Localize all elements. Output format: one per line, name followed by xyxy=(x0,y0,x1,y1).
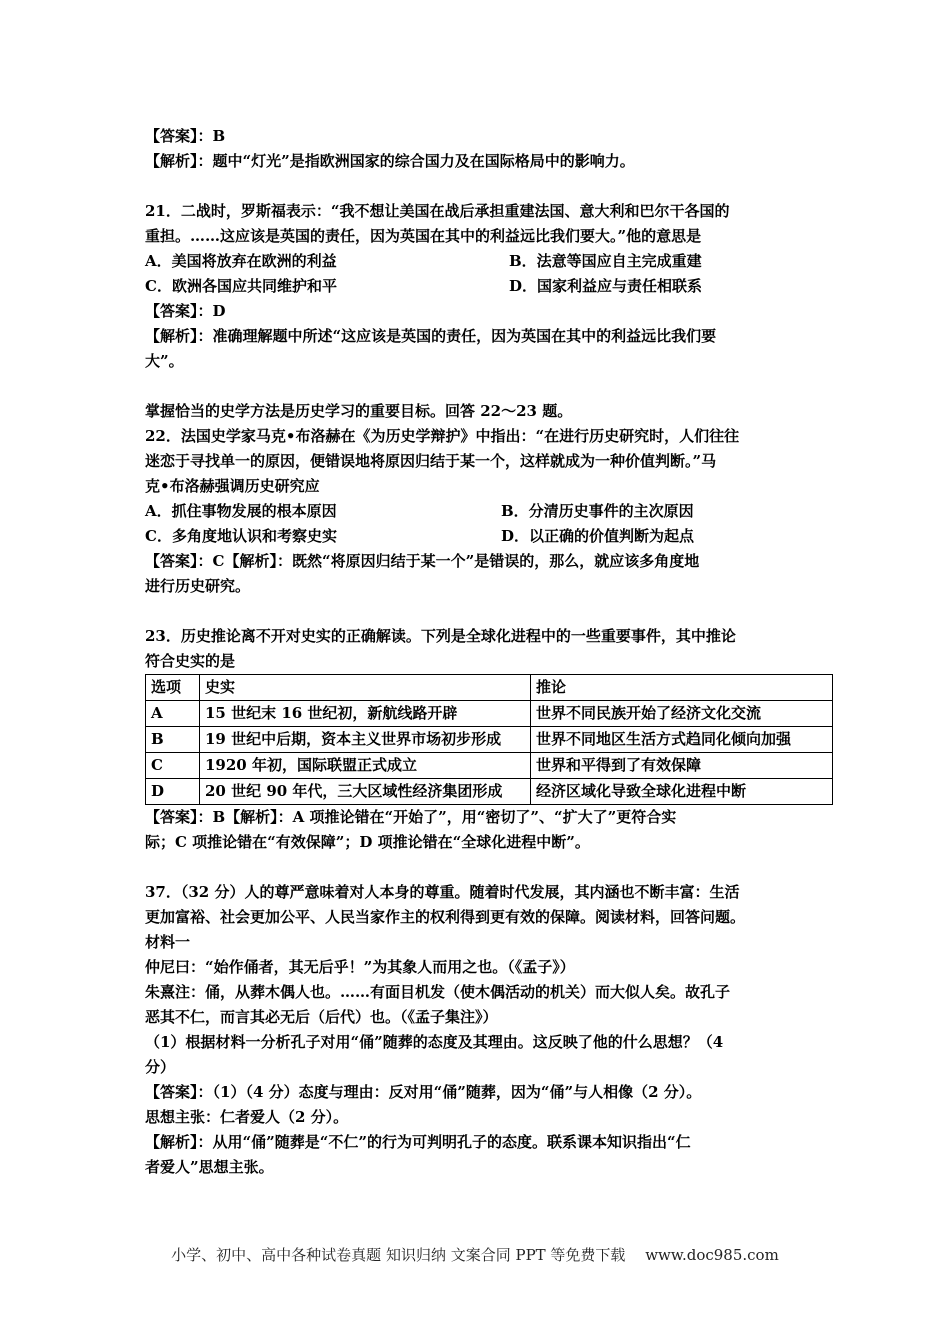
spacer xyxy=(145,174,815,199)
table-cell: 1920 年初，国际联盟正式成立 xyxy=(200,753,531,779)
q37-material-line3: 恶其不仁，而言其必无后（后代）也。（《孟子集注》） xyxy=(145,1008,498,1026)
q21-option-c: C．欧洲各国应共同维护和平 xyxy=(145,277,337,295)
q21-options-row2 xyxy=(145,274,815,299)
table-cell: B xyxy=(146,727,200,753)
q21-analysis-line1: 【解析】：准确理解题中所述“这应该是英国的责任，因为英国在其中的利益远比我们要 xyxy=(145,327,717,345)
spacer xyxy=(145,599,815,624)
q21-answer: 【答案】：D xyxy=(145,302,226,320)
q21-analysis-line2: 大”。 xyxy=(145,352,184,370)
table-cell: 世界不同民族开始了经济文化交流 xyxy=(531,701,833,727)
q37-material-line2: 朱熹注：俑，从葬木偶人也。……有面目机发（使木偶活动的机关）而大似人矣。故孔子 xyxy=(145,983,731,1001)
q22-option-d: D．以正确的价值判断为起点 xyxy=(501,527,695,545)
table-row xyxy=(146,779,833,805)
q23-answer-line2: 际；C 项推论错在“有效保障”；D 项推论错在“全球化进程中断”。 xyxy=(145,833,590,851)
table-cell: A xyxy=(146,701,200,727)
q37-analysis-line2: 者爱人”思想主张。 xyxy=(145,1158,274,1176)
q22-answer-line1: 【答案】：C【解析】：既然“将原因归结于某一个”是错误的，那么，就应该多角度地 xyxy=(145,552,700,570)
q22-stem-line3: 克•布洛赫强调历史研究应 xyxy=(145,477,320,495)
q21-option-d: D．国家利益应与责任相联系 xyxy=(509,277,703,295)
q21-stem-line2: 重担。……这应该是英国的责任，因为英国在其中的利益远比我们要大。”他的意思是 xyxy=(145,227,702,245)
table-header-cell: 史实 xyxy=(200,675,531,701)
table-header-cell: 推论 xyxy=(531,675,833,701)
q37-material-title: 材料一 xyxy=(145,933,191,951)
q37-stem-line2: 更加富裕、社会更加公平、人民当家作主的权利得到更有效的保障。阅读材料，回答问题。 xyxy=(145,908,746,926)
q22-options-row2 xyxy=(145,524,815,549)
q37-question-line1: （1）根据材料一分析孔子对用“俑”随葬的态度及其理由。这反映了他的什么思想？（4 xyxy=(145,1033,724,1051)
q22-options-row1 xyxy=(145,499,815,524)
q22-option-b: B．分清历史事件的主次原因 xyxy=(501,502,694,520)
q23-stem-line1: 23．历史推论离不开对史实的正确解读。下列是全球化进程中的一些重要事件，其中推论 xyxy=(145,627,736,645)
spacer xyxy=(145,855,815,880)
table-cell: 19 世纪中后期，资本主义世界市场初步形成 xyxy=(200,727,531,753)
q37-stem-line1: 37．（32 分）人的尊严意味着对人本身的尊重。随着时代发展，其内涵也不断丰富：生活 xyxy=(145,883,740,901)
q37-answer-line2: 思想主张：仁者爱人（2 分）。 xyxy=(145,1108,349,1126)
table-cell: C xyxy=(146,753,200,779)
table-cell: 20 世纪 90 年代，三大区域性经济集团形成 xyxy=(200,779,531,805)
q21-option-b: B．法意等国应自主完成重建 xyxy=(509,252,702,270)
q22-stem-line1: 22．法国史学家马克•布洛赫在《为历史学辩护》中指出：“在进行历史研究时，人们往往 xyxy=(145,427,740,445)
table-row xyxy=(146,701,833,727)
q20-answer: 【答案】：B xyxy=(145,127,226,145)
table-cell: 世界和平得到了有效保障 xyxy=(531,753,833,779)
q20-analysis: 【解析】：题中“灯光”是指欧洲国家的综合国力及在国际格局中的影响力。 xyxy=(145,152,635,170)
spacer xyxy=(145,374,815,399)
q22-option-c: C．多角度地认识和考察史实 xyxy=(145,527,337,545)
table-cell: 15 世纪末 16 世纪初，新航线路开辟 xyxy=(200,701,531,727)
table-row xyxy=(146,727,833,753)
intro-22-23: 掌握恰当的史学方法是历史学习的重要目标。回答 22～23 题。 xyxy=(145,402,573,420)
q37-question-line2: 分） xyxy=(145,1058,176,1076)
page-footer: 小学、初中、高中各种试卷真题 知识归纳 文案合同 PPT 等免费下载 www.doc985.com xyxy=(171,1246,779,1264)
q37-material-line1: 仲尼曰：“始作俑者，其无后乎！”为其象人而用之也。（《孟子》） xyxy=(145,958,575,976)
q23-stem-line2: 符合史实的是 xyxy=(145,652,236,670)
table-row xyxy=(146,753,833,779)
table-cell: 经济区域化导致全球化进程中断 xyxy=(531,779,833,805)
q37-analysis-line1: 【解析】：从用“俑”随葬是“不仁”的行为可判明孔子的态度。联系课本知识指出“仁 xyxy=(145,1133,691,1151)
q37-answer-line1: 【答案】：（1）（4 分）态度与理由：反对用“俑”随葬，因为“俑”与人相像（2 分）。 xyxy=(145,1083,702,1101)
table-header-cell: 选项 xyxy=(146,675,200,701)
q23-answer-line1: 【答案】：B【解析】：A 项推论错在“开始了”，用“密切了”、“扩大了”更符合实 xyxy=(145,808,677,826)
q22-answer-line2: 进行历史研究。 xyxy=(145,577,251,595)
table-cell: 世界不同地区生活方式趋同化倾向加强 xyxy=(531,727,833,753)
table-cell: D xyxy=(146,779,200,805)
q23-table xyxy=(145,674,833,805)
q22-stem-line2: 迷恋于寻找单一的原因，便错误地将原因归结于某一个，这样就成为一种价值判断。”马 xyxy=(145,452,717,470)
q21-stem-line1: 21．二战时，罗斯福表示：“我不想让美国在战后承担重建法国、意大利和巴尔干各国的 xyxy=(145,202,730,220)
document-body xyxy=(145,124,815,1180)
q22-option-a: A．抓住事物发展的根本原因 xyxy=(145,502,337,520)
table-header-row xyxy=(146,675,833,701)
q21-option-a: A．美国将放弃在欧洲的利益 xyxy=(145,252,337,270)
q21-options-row1 xyxy=(145,249,815,274)
